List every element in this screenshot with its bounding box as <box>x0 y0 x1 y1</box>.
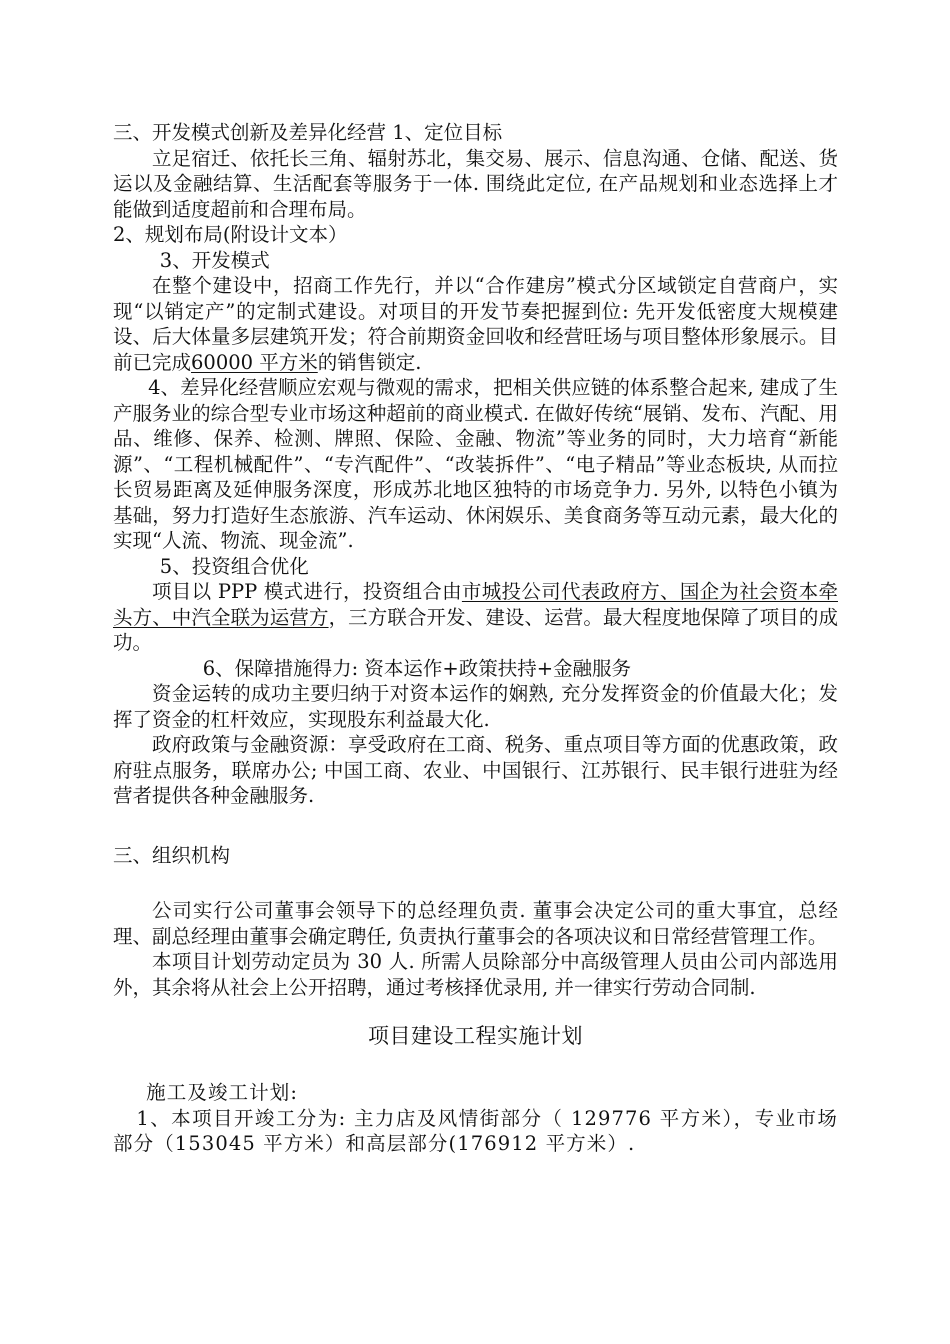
spacer <box>113 868 838 898</box>
dev-mode-text: 在整个建设中，招商工作先行，并以“合作建房”模式分区域锁定自营商户，实现“以销定产”的定制式建设。对项目的开发节奏把握到位: 先开发低密度大规模建设、后大体量多层建筑开发；符合前期资金回收和经营旺场与项目整体形象展示。目前已完成 <box>113 274 838 374</box>
paragraph-capital-operation: 资金运转的成功主要归纳于对资本运作的娴熟, 充分发挥资金的价值最大化；发挥了资金的杠杆效应，实现股东利益最大化. <box>113 682 838 731</box>
heading-investment: 5、投资组合优化 <box>159 554 309 578</box>
section-heading-organization: 三、组织机构 <box>113 843 231 867</box>
invest-parties-underlined: 市城投公司代表政府方、国企为社会资本牵头方、中汽全联为运营方 <box>113 580 838 629</box>
spacer <box>113 809 838 843</box>
sold-area-underlined: 60000 平方米 <box>191 350 318 374</box>
plan-title: 项目建设工程实施计划 <box>368 1024 583 1048</box>
dev-mode-tail: 的销售锁定. <box>317 350 422 374</box>
invest-tail: ，三方联合开发、建设、运营。最大程度地保障了项目的成功。 <box>113 605 838 654</box>
paragraph-positioning: 立足宿迁、依托长三角、辐射苏北，集交易、展示、信息沟通、仓储、配送、货运以及金融结算、生活配套等服务于一体. 围绕此定位, 在产品规划和业态选择上才能做到适度超前和合理布局。 <box>113 146 838 221</box>
heading-guarantee-measures: 6、保障措施得力: 资本运作+政策扶持+金融服务 <box>202 656 632 680</box>
plan-subheading: 施工及竣工计划: <box>146 1081 299 1104</box>
section-heading-dev-mode-innovation: 三、开发模式创新及差异化经营 1、定位目标 <box>113 121 503 144</box>
heading-planning-layout: 2、规划布局(附设计文本） <box>113 223 348 246</box>
paragraph-organization: 公司实行公司董事会领导下的总经理负责. 董事会决定公司的重大事宜，总经理、副总经理由董事会确定聘任, 负责执行董事会的各项决议和日常经营管理工作。 <box>113 899 838 948</box>
paragraph-staffing: 本项目计划劳动定员为 30 人. 所需人员除部分中高级管理人员由公司内部选用外，其余将从社会上公开招聘，通过考核择优录用, 并一律实行劳动合同制. <box>113 950 838 999</box>
paragraph-differentiation: 4、差异化经营顺应宏观与微观的需求，把相关供应链的体系整合起来, 建成了生产服务业的综合型专业市场这种超前的商业模式. 在做好传统“展销、发布、汽配、用品、维修、保养、检测、牌照、保险、金融、物流”等业务的同时，大力培育“新能源”、“工程机械配件”、“专汽配件”、“改装拆件”、“电子精品”等业态板块, 从而拉长贸易距离及延伸服务深度，形成苏北地区独特的市场竞争力. 另外, 以特色小镇为基础，努力打造好生态旅游、汽车运动、休闲娱乐、美食商务等互动元素，最大化的实现“人流、物流、现金流”. <box>113 376 838 552</box>
invest-text: 项目以 PPP 模式进行，投资组合由 <box>152 580 462 603</box>
plan-item-1: 1、本项目开竣工分为: 主力店及风情街部分（ 129776 平方米），专业市场部分（153045 平方米）和高层部分(176912 平方米）. <box>113 1106 838 1155</box>
document-page <box>113 120 838 1157</box>
paragraph-policy-finance: 政府政策与金融资源：享受政府在工商、税务、重点项目等方面的优惠政策，政府驻点服务，联席办公; 中国工商、农业、中国银行、江苏银行、民丰银行进驻为经营者提供各种金融服务. <box>113 733 838 807</box>
paragraph-development-mode <box>113 273 838 375</box>
paragraph-investment <box>113 579 838 656</box>
heading-development-mode: 3、开发模式 <box>159 248 270 272</box>
